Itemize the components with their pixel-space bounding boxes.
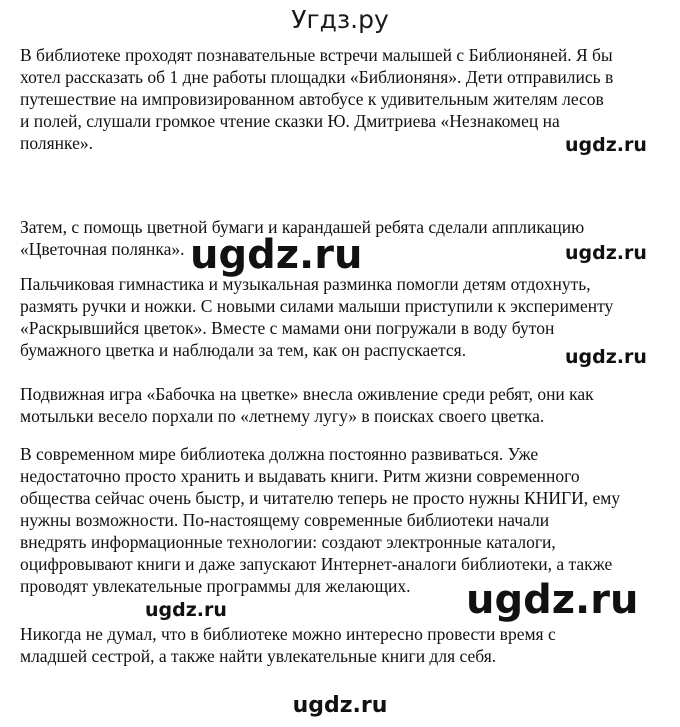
paragraph-line: недостаточно просто хранить и выдавать книги. Ритм жизни современного [20, 466, 580, 486]
footer-watermark: ugdz.ru [292, 693, 388, 718]
paragraph-line: Никогда не думал, что в библиотеке можно интересно провести время с [20, 624, 556, 644]
paragraph-line: полянке». [20, 133, 93, 153]
watermark-small: ugdz.ru [565, 346, 647, 368]
watermark-large: ugdz.ru [190, 232, 363, 278]
paragraph-line: Затем, с помощь цветной бумаги и карандашей ребята сделали аппликацию [20, 217, 585, 237]
paragraph-line: Пальчиковая гимнастика и музыкальная разминка помогли детям отдохнуть, [20, 274, 591, 294]
paragraph-4 [20, 383, 665, 427]
watermark-small: ugdz.ru [565, 242, 647, 264]
paragraph-line: Подвижная игра «Бабочка на цветке» внесла оживление среди ребят, они как [20, 384, 594, 404]
paragraph-line: и полей, слушали громкое чтение сказки Ю. Дмитриева «Незнакомец на [20, 111, 560, 131]
paragraph-line: В современном мире библиотека должна постоянно развиваться. Уже [20, 444, 539, 464]
paragraph-5 [20, 443, 665, 597]
watermark-small: ugdz.ru [565, 134, 647, 156]
paragraph-line: младшей сестрой, а также найти увлекательные книги для себя. [20, 646, 497, 666]
paragraph-line: нужны возможности. По-настоящему современные библиотеки начали [20, 510, 550, 530]
paragraph-line: путешествие на импровизированном автобусе к удивительным жителям лесов [20, 89, 604, 109]
paragraph-6 [20, 623, 665, 667]
paragraph-line: «Цветочная полянка». [20, 239, 185, 259]
paragraph-line: мотыльки весело порхали по «летнему лугу» в поисках своего цветка. [20, 406, 545, 426]
watermark-large: ugdz.ru [466, 577, 639, 623]
watermark-small: ugdz.ru [145, 599, 227, 621]
paragraph-line: размять ручки и ножки. С новыми силами малыши приступили к эксперименту [20, 296, 614, 316]
paragraph-line: бумажного цветка и наблюдали за тем, как он распускается. [20, 340, 467, 360]
paragraph-line: внедрять информационные технологии: создают электронные каталоги, [20, 532, 556, 552]
paragraph-line: оцифровывают книги и даже запускают Интернет-аналоги библиотеки, а также [20, 554, 613, 574]
paragraph-line: В библиотеке проходят познавательные встречи малышей с Библионяней. Я бы [20, 45, 613, 65]
paragraph-line: проводят увлекательные программы для желающих. [20, 576, 411, 596]
site-title: Угдз.ру [291, 5, 389, 34]
paragraph-line: общества сейчас очень быстр, и читателю теперь не просто нужны КНИГИ, ему [20, 488, 621, 508]
paragraph-line: хотел рассказать об 1 дне работы площадки «Библионяня». Дети отправились в [20, 67, 614, 87]
paragraph-line: «Раскрывшийся цветок». Вместе с мамами они погружали в воду бутон [20, 318, 555, 338]
